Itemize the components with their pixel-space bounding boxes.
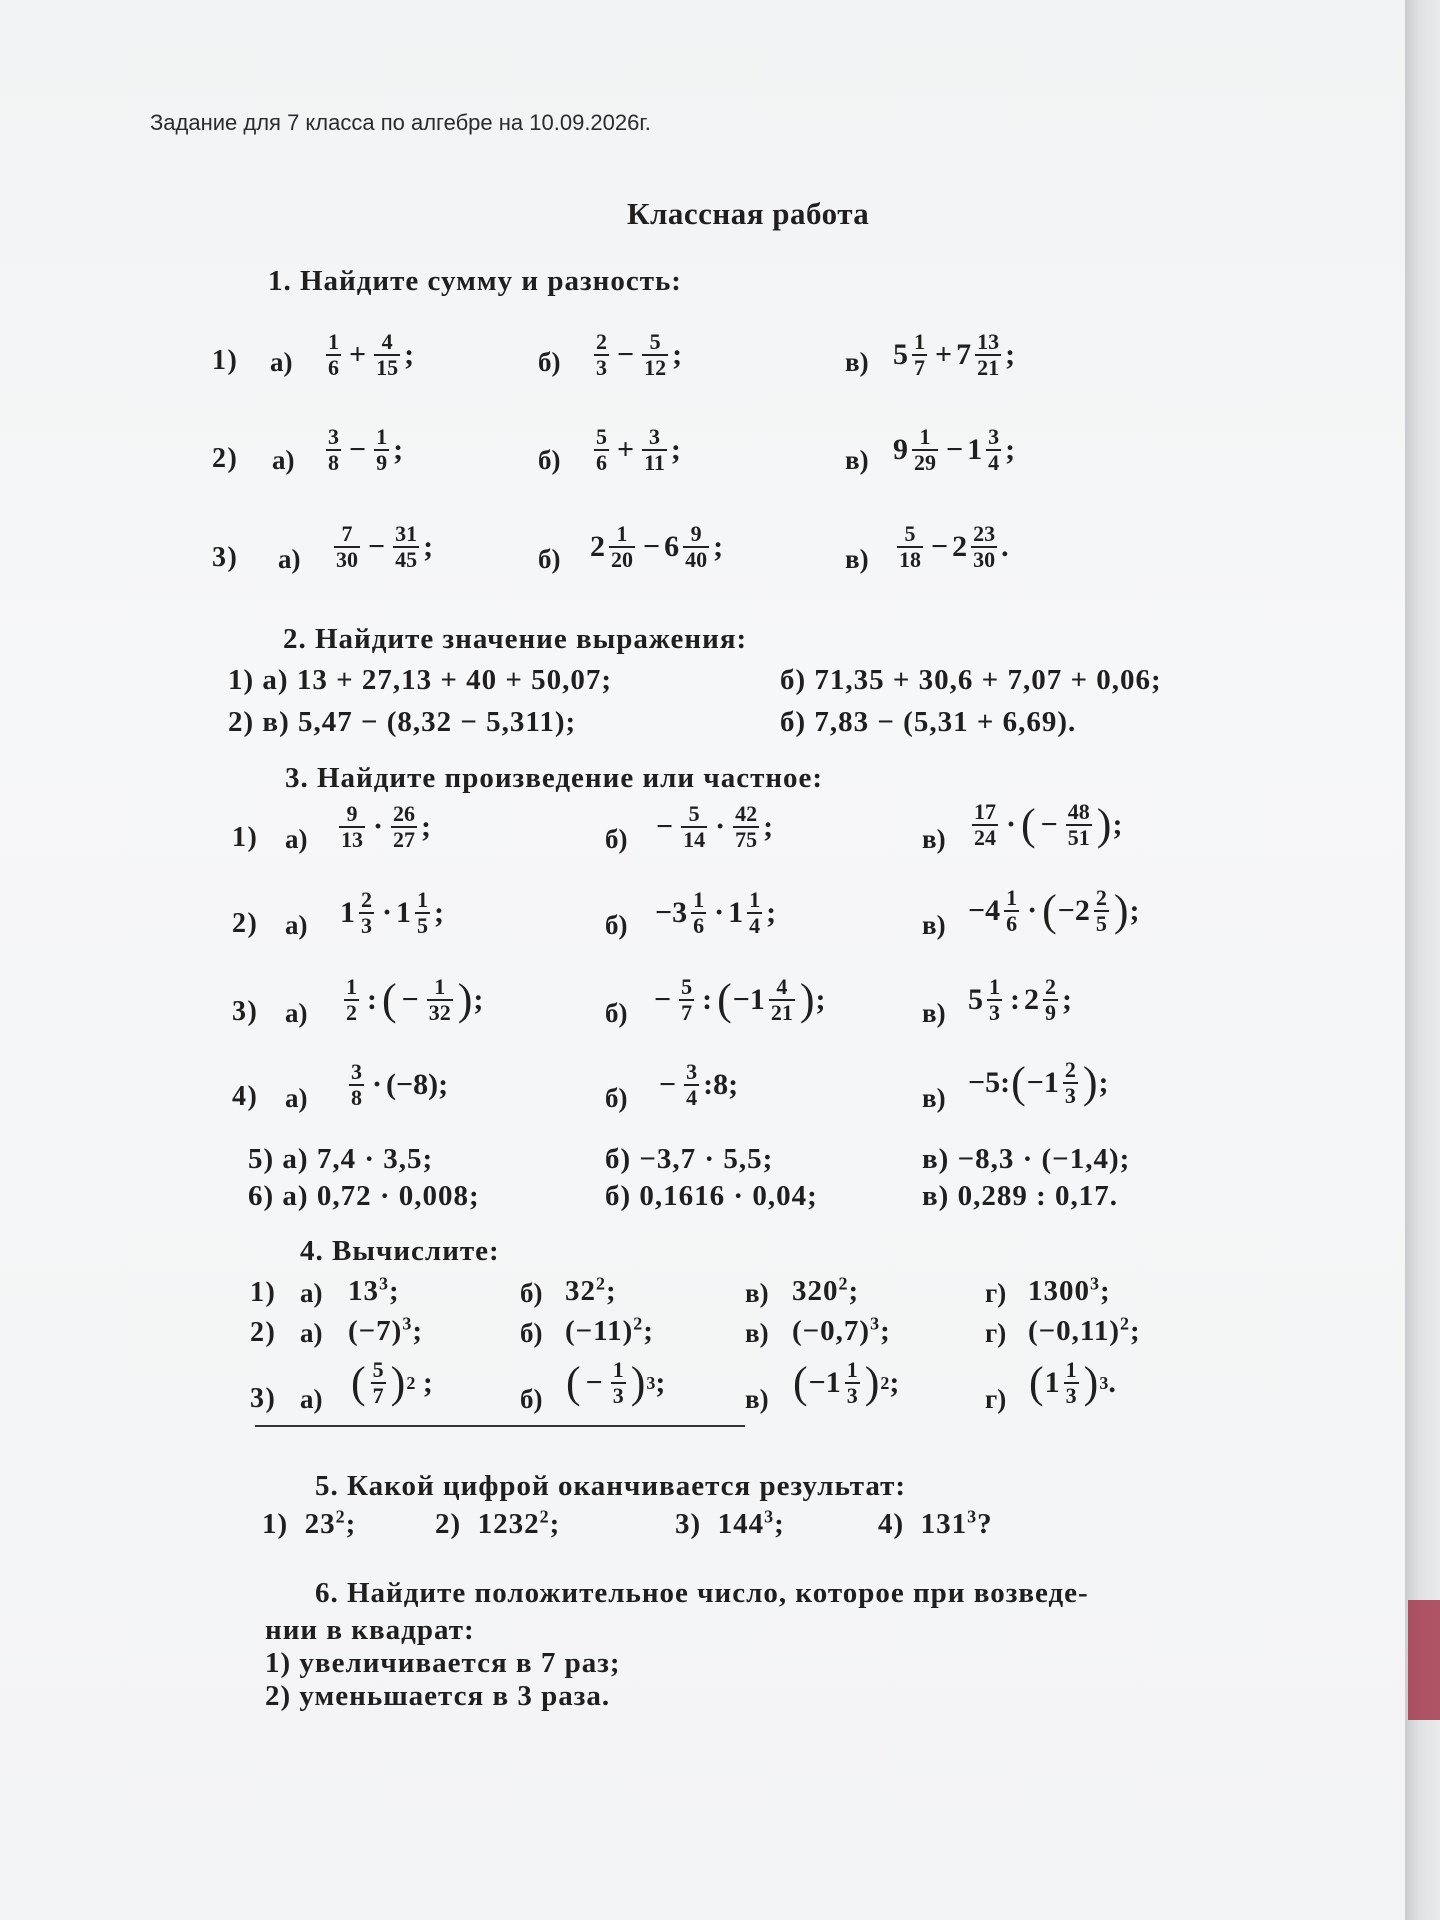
expression: $\frac{5}{6}$ + $\frac{3}{11}$ ; bbox=[596, 424, 681, 475]
expression: −3 $\frac{1}{6}$ · 1 $\frac{1}{4}$ ; bbox=[655, 887, 777, 938]
item-label: в) bbox=[845, 445, 869, 475]
task-6-item: 2) уменьшается в 3 раза. bbox=[265, 1680, 611, 1712]
expression: $\frac{5}{18}$ − 2 $\frac{23}{30}$ . bbox=[899, 521, 1009, 572]
expression: −4 $\frac{1}{6}$ · ( −2 $\frac{2}{5}$ ) ; bbox=[968, 885, 1140, 936]
row-number: 2) bbox=[212, 443, 239, 474]
item-label: б) bbox=[538, 347, 561, 377]
expression: 1 $\frac{2}{3}$ · 1 $\frac{1}{5}$ ; bbox=[340, 887, 445, 938]
task-2-row: б) 7,83 − (5,31 + 6,69). bbox=[780, 706, 1077, 738]
item-label: б) bbox=[605, 910, 628, 940]
item-label: в) bbox=[745, 1384, 769, 1414]
expression: 9 $\frac{1}{29}$ − 1 $\frac{3}{4}$ ; bbox=[893, 424, 1016, 475]
item-label: в) bbox=[922, 910, 946, 940]
item-label: б) bbox=[538, 544, 561, 574]
expression: $\frac{3}{8}$ − $\frac{1}{9}$ ; bbox=[328, 424, 404, 475]
task-5-item: 4) $131^3$? bbox=[878, 1506, 993, 1540]
power-item: $(-0,7)^3$; bbox=[792, 1313, 891, 1347]
task-3-row: 6) а) 0,72 · 0,008; bbox=[248, 1180, 480, 1212]
task-5-item: 1) $23^2$; bbox=[262, 1506, 357, 1540]
item-label: в) bbox=[845, 347, 869, 377]
expression: 5 $\frac{1}{3}$ : 2 $\frac{2}{9}$ ; bbox=[968, 974, 1072, 1025]
expression: $\frac{1}{2}$ : ( − $\frac{1}{32}$ ) ; bbox=[346, 974, 484, 1025]
power-item: ( − $\frac{1}{3}$ ) 3 ; bbox=[566, 1357, 666, 1408]
power-item: $320^2$; bbox=[792, 1273, 860, 1307]
item-label: а) bbox=[272, 445, 295, 475]
item-label: а) bbox=[285, 824, 308, 854]
row-number: 3) bbox=[250, 1383, 277, 1414]
task-5-item: 3) $144^3$; bbox=[675, 1506, 785, 1540]
expression: − $\frac{5}{7}$ : ( −1 $\frac{4}{21}$ ) ; bbox=[654, 974, 826, 1025]
item-label: в) bbox=[922, 1083, 946, 1113]
expression: −5: ( −1 $\frac{2}{3}$ ) ; bbox=[968, 1057, 1109, 1108]
expression: $\frac{1}{6}$ + $\frac{4}{15}$ ; bbox=[328, 329, 415, 380]
row-number: 3) bbox=[232, 996, 259, 1027]
power-item: 1300$^3$; bbox=[1028, 1273, 1111, 1307]
task-2-row: б) 71,35 + 30,6 + 7,07 + 0,06; bbox=[780, 664, 1162, 696]
task-2-heading: 2. Найдите значение выражения: bbox=[283, 623, 748, 655]
item-label: а) bbox=[270, 347, 293, 377]
item-label: в) bbox=[745, 1318, 769, 1348]
task-3-row: в) 0,289 : 0,17. bbox=[922, 1180, 1118, 1212]
expression: − $\frac{3}{4}$ :8; bbox=[659, 1059, 739, 1110]
expression: $\frac{2}{3}$ − $\frac{5}{12}$ ; bbox=[596, 329, 683, 380]
item-label: б) bbox=[520, 1318, 543, 1348]
item-label: б) bbox=[605, 1083, 628, 1113]
power-item: $13^3$; bbox=[348, 1273, 400, 1307]
row-number: 4) bbox=[232, 1081, 259, 1112]
task-5-item: 2) 1232$^2$; bbox=[435, 1506, 561, 1540]
task-6-item: 1) увеличивается в 7 раз; bbox=[265, 1647, 621, 1679]
expression: $\frac{17}{24}$ · ( − $\frac{48}{51}$ ) ; bbox=[974, 799, 1123, 850]
worksheet-header: Задание для 7 класса по алгебре на 10.09.2026г. bbox=[150, 110, 651, 135]
item-label: в) bbox=[845, 544, 869, 574]
expression: 5 $\frac{1}{7}$ + 7 $\frac{13}{21}$ ; bbox=[893, 329, 1016, 380]
row-number: 1) bbox=[212, 345, 239, 376]
item-label: а) bbox=[278, 544, 301, 574]
item-label: в) bbox=[922, 824, 946, 854]
item-label: а) bbox=[300, 1318, 323, 1348]
item-label: в) bbox=[922, 998, 946, 1028]
item-label: г) bbox=[985, 1384, 1007, 1414]
row-number: 3) bbox=[212, 542, 239, 573]
power-item: $32^2$; bbox=[565, 1273, 617, 1307]
power-item: ( −1 $\frac{1}{3}$ ) 2 ; bbox=[793, 1357, 900, 1408]
row-number: 2) bbox=[250, 1317, 277, 1348]
task-3-row: б) −3,7 · 5,5; bbox=[605, 1143, 774, 1175]
item-label: б) bbox=[520, 1278, 543, 1308]
task-3-row: 5) а) 7,4 · 3,5; bbox=[248, 1143, 434, 1175]
divider-line bbox=[255, 1425, 745, 1427]
item-label: б) bbox=[605, 824, 628, 854]
row-number: 1) bbox=[232, 822, 259, 853]
item-label: г) bbox=[985, 1318, 1007, 1348]
task-6-heading-continued: нии в квадрат: bbox=[265, 1614, 475, 1646]
item-label: а) bbox=[300, 1278, 323, 1308]
item-label: а) bbox=[285, 998, 308, 1028]
task-4-heading: 4. Вычислите: bbox=[300, 1235, 500, 1267]
item-label: а) bbox=[285, 1083, 308, 1113]
power-item: $(-7)^3$; bbox=[348, 1313, 424, 1347]
item-label: в) bbox=[745, 1278, 769, 1308]
power-item: ( $\frac{5}{7}$ ) 2 ; bbox=[351, 1357, 433, 1408]
expression: $\frac{3}{8}$ · (−8); bbox=[351, 1059, 449, 1110]
row-number: 2) bbox=[232, 908, 259, 939]
task-2-row: 1) а) 13 + 27,13 + 40 + 50,07; bbox=[228, 664, 613, 696]
item-label: б) bbox=[605, 998, 628, 1028]
power-item: $(-11)^2$; bbox=[565, 1313, 654, 1347]
expression: $\frac{9}{13}$ · $\frac{26}{27}$ ; bbox=[341, 801, 432, 852]
item-label: б) bbox=[520, 1384, 543, 1414]
background-object bbox=[1408, 1600, 1440, 1720]
item-label: б) bbox=[538, 445, 561, 475]
task-6-heading: 6. Найдите положительное число, которое при возведе- bbox=[315, 1577, 1089, 1609]
power-item: $(-0,11)^2$; bbox=[1028, 1313, 1141, 1347]
page-title: Классная работа bbox=[627, 196, 870, 231]
row-number: 1) bbox=[250, 1277, 277, 1308]
item-label: а) bbox=[300, 1384, 323, 1414]
task-2-row: 2) в) 5,47 − (8,32 − 5,311); bbox=[228, 706, 577, 738]
task-3-row: б) 0,1616 · 0,04; bbox=[605, 1180, 818, 1212]
task-3-heading: 3. Найдите произведение или частное: bbox=[285, 762, 824, 794]
task-1-heading: 1. Найдите сумму и разность: bbox=[268, 265, 682, 297]
expression: − $\frac{5}{14}$ · $\frac{42}{75}$ ; bbox=[656, 801, 774, 852]
item-label: а) bbox=[285, 910, 308, 940]
expression: $\frac{7}{30}$ − $\frac{31}{45}$ ; bbox=[336, 521, 434, 572]
task-3-row: в) −8,3 · (−1,4); bbox=[922, 1143, 1131, 1175]
expression: 2 $\frac{1}{20}$ − 6 $\frac{9}{40}$ ; bbox=[590, 521, 724, 572]
item-label: г) bbox=[985, 1278, 1007, 1308]
power-item: ( 1 $\frac{1}{3}$ ) 3 . bbox=[1029, 1357, 1116, 1408]
task-5-heading: 5. Какой цифрой оканчивается результат: bbox=[315, 1470, 907, 1502]
